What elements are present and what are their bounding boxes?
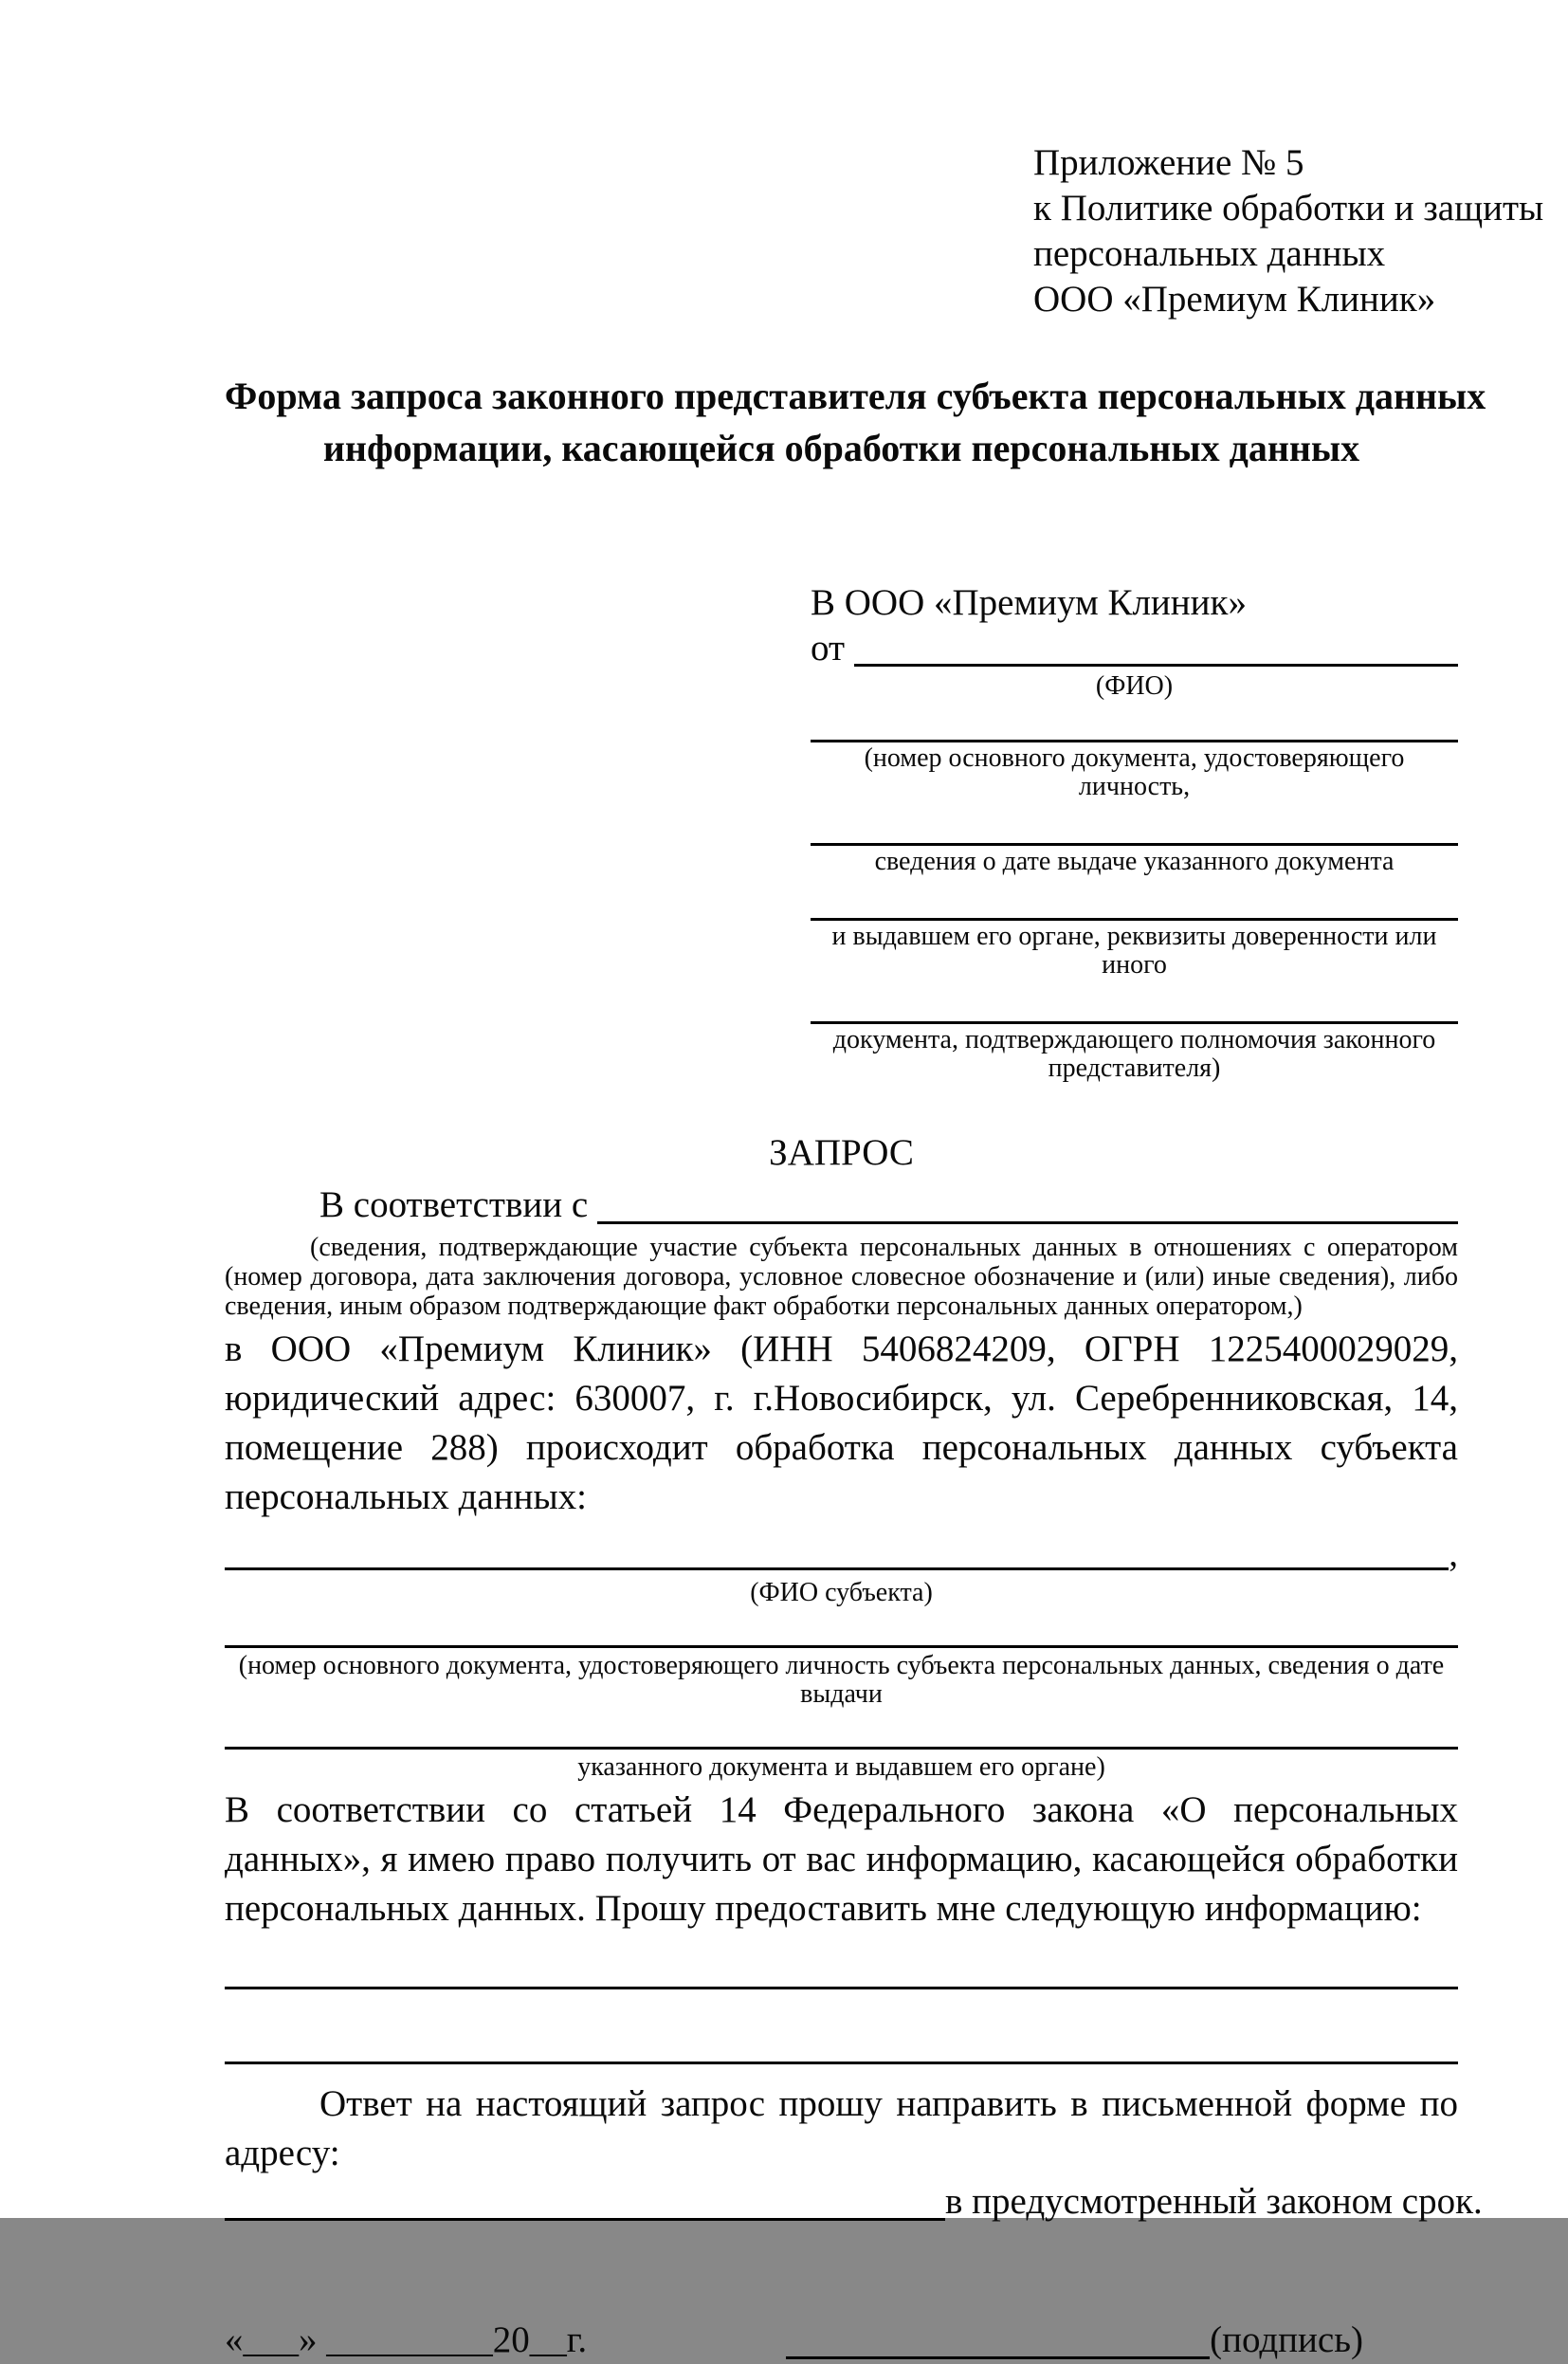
request-heading: ЗАПРОС [769, 1132, 914, 1173]
intro-field-line [597, 1182, 1458, 1224]
signature-caption: (подпись) [1210, 2319, 1363, 2360]
title-line-1: Форма запроса законного представителя субъекта персональных данных [225, 375, 1486, 417]
representative-doc-field [811, 876, 1458, 980]
subject-fio-caption: (ФИО субъекта) [750, 1578, 933, 1607]
document-title [225, 370, 1486, 474]
subject-doc-caption-2: указанного документа и выдавшем его органе) [577, 1752, 1105, 1782]
reply-suffix: в предусмотренный законом срок. [945, 2181, 1483, 2222]
field-caption: сведения о дате выдаче указанного документа [874, 847, 1395, 876]
blank-field-line [811, 980, 1458, 1024]
annex-line: к Политике обработки и защиты [1033, 188, 1544, 229]
fio-caption: (ФИО) [1095, 671, 1174, 701]
reply-address-row [225, 2178, 1483, 2226]
representative-doc-field [811, 980, 1458, 1083]
signing-row [225, 2317, 1458, 2364]
addressee-organization: В ООО «Премиум Клиник» [811, 582, 1247, 623]
from-label: от [811, 628, 854, 669]
operator-paragraph: в ООО «Премиум Клиник» (ИНН 5406824209, ОГРН 1225400029029, юридический адрес: 630007, г. г.Новосибирск, ул. Серебренниковская, 14, помещение 288) происходит обработка персональных данных субъекта персональных данных: [225, 1329, 1458, 1517]
representative-doc-field [811, 801, 1458, 876]
requested-info-field-line [225, 1989, 1458, 2064]
blank-field-line [811, 876, 1458, 921]
reply-address-field-line [225, 2178, 945, 2221]
blank-field-line [811, 702, 1458, 742]
annex-line: ООО «Премиум Клиник» [1033, 279, 1436, 320]
document-content [225, 0, 1544, 2364]
reply-paragraph: Ответ на настоящий запрос прошу направить в письменной форме по адресу: [225, 2083, 1458, 2173]
blank-field-line [811, 801, 1458, 846]
annex-line: Приложение № 5 [1033, 142, 1304, 183]
subject-fio-row [225, 1533, 1458, 1575]
intro-row [225, 1182, 1458, 1229]
from-row [811, 626, 1458, 671]
from-fio-field-line [854, 626, 1458, 667]
representative-doc-field [811, 702, 1458, 801]
annex-block [1033, 140, 1544, 322]
subject-fio-field-line [225, 1533, 1449, 1570]
field-caption: (номер основного документа, удостоверяющего личность, [864, 743, 1405, 801]
addressee-block [811, 580, 1458, 1083]
signature-group [786, 2317, 1363, 2364]
signature-field-line [786, 2317, 1210, 2359]
intro-prefix: В соответствии с [319, 1184, 597, 1225]
intro-caption: (сведения, подтверждающие участие субъекта персональных данных в отношениях с оператором (номер договора, дата заключения договора, условное словесное обозначение и (или) иные сведения), либо сведения, иным образом подтверждающие факт обработки персональных данных оператором,) [225, 1233, 1458, 1321]
subject-comma: , [1449, 1533, 1458, 1574]
requested-info-field-line [225, 1933, 1458, 1989]
subject-doc-field-line [225, 1709, 1458, 1750]
subject-doc-caption-1: (номер основного документа, удостоверяющего личность субъекта персональных данных, сведения о дате выдачи [238, 1651, 1445, 1709]
law-paragraph: В соответствии со статьей 14 Федерального закона «О персональных данных», я имею право получить от вас информацию, касающейся обработки персональных данных. Прошу предоставить мне следующую информацию: [225, 1789, 1458, 1929]
title-line-2: информации, касающейся обработки персональных данных [322, 427, 1360, 469]
date-template: «___» _________20__г. [225, 2319, 588, 2360]
field-caption: и выдавшем его органе, реквизиты доверенности или иного [831, 922, 1437, 980]
field-caption: документа, подтверждающего полномочия законного представителя) [832, 1025, 1436, 1083]
subject-doc-field-line [225, 1607, 1458, 1648]
annex-line: персональных данных [1033, 233, 1386, 274]
